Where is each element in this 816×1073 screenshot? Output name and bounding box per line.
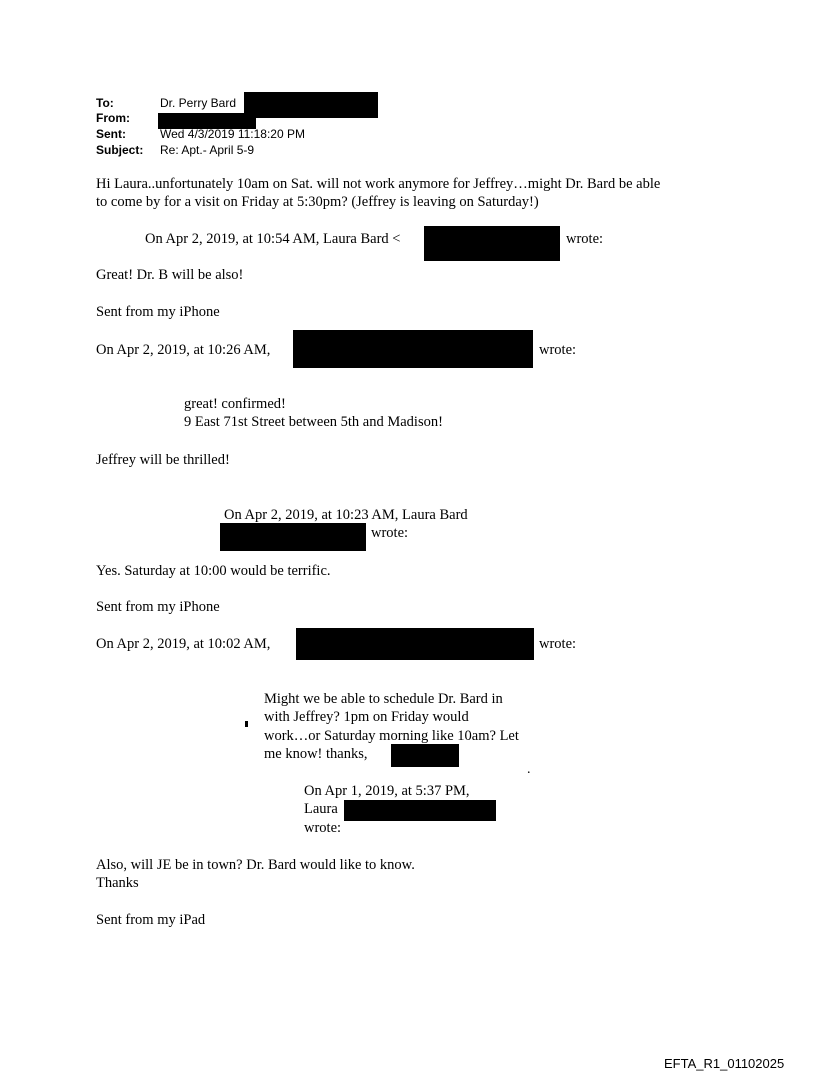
signature-1: Sent from my iPhone [96, 304, 220, 320]
redaction-box [296, 628, 534, 660]
quote-header-1: On Apr 2, 2019, at 10:54 AM, Laura Bard < [145, 231, 401, 247]
reply-2-line-2: 9 East 71st Street between 5th and Madison! [184, 414, 443, 430]
reply-5-line-3: work…or Saturday morning like 10am? Let [264, 728, 519, 744]
quote-header-2: On Apr 2, 2019, at 10:26 AM, [96, 342, 271, 358]
reply-4: Yes. Saturday at 10:00 would be terrific. [96, 563, 331, 579]
reply-2-line-1: great! confirmed! [184, 396, 286, 412]
quote-header-5-line-3: wrote: [304, 820, 342, 836]
stray-dot: . [527, 762, 531, 777]
redaction-box [220, 523, 366, 551]
redaction-box [391, 744, 459, 767]
to-value: Dr. Perry Bard [160, 96, 237, 110]
reply-3: Jeffrey will be thrilled! [96, 452, 230, 468]
document-id: EFTA_R1_01102025 [664, 1056, 785, 1071]
reply-1: Great! Dr. B will be also! [96, 267, 244, 283]
intro-line-2: to come by for a visit on Friday at 5:30pm? (Jeffrey is leaving on Saturday!) [96, 194, 539, 210]
signature-3: Sent from my iPad [96, 912, 206, 928]
quote-header-2-suffix: wrote: [539, 342, 577, 358]
quote-header-5-line-1: On Apr 1, 2019, at 5:37 PM, [304, 783, 470, 799]
subject-label: Subject: [96, 143, 144, 157]
quote-header-4-suffix: wrote: [539, 636, 577, 652]
quote-header-3: On Apr 2, 2019, at 10:23 AM, Laura Bard [224, 507, 468, 523]
stray-mark [245, 721, 248, 727]
redaction-box [344, 800, 496, 821]
intro-line-1: Hi Laura..unfortunately 10am on Sat. will not work anymore for Jeffrey…might Dr. Bard be able [96, 176, 661, 192]
reply-6-line-1: Also, will JE be in town? Dr. Bard would like to know. [96, 857, 415, 873]
subject-value: Re: Apt.- April 5-9 [160, 143, 255, 157]
redaction-box [424, 226, 560, 261]
reply-5-line-1: Might we be able to schedule Dr. Bard in [264, 691, 503, 707]
quote-header-3-suffix: wrote: [371, 525, 409, 541]
quote-header-5-line-2: Laura [304, 801, 338, 817]
to-label: To: [96, 96, 114, 110]
from-label: From: [96, 111, 130, 125]
signature-2: Sent from my iPhone [96, 599, 220, 615]
redaction-box [244, 92, 378, 118]
redaction-box [293, 330, 533, 368]
reply-5-line-4: me know! thanks, [264, 746, 368, 762]
sent-label: Sent: [96, 127, 126, 141]
reply-6-line-2: Thanks [96, 875, 139, 891]
quote-header-4: On Apr 2, 2019, at 10:02 AM, [96, 636, 271, 652]
sent-value: Wed 4/3/2019 11:18:20 PM [160, 127, 305, 141]
quote-header-1-suffix: wrote: [566, 231, 604, 247]
reply-5-line-2: with Jeffrey? 1pm on Friday would [264, 709, 469, 725]
